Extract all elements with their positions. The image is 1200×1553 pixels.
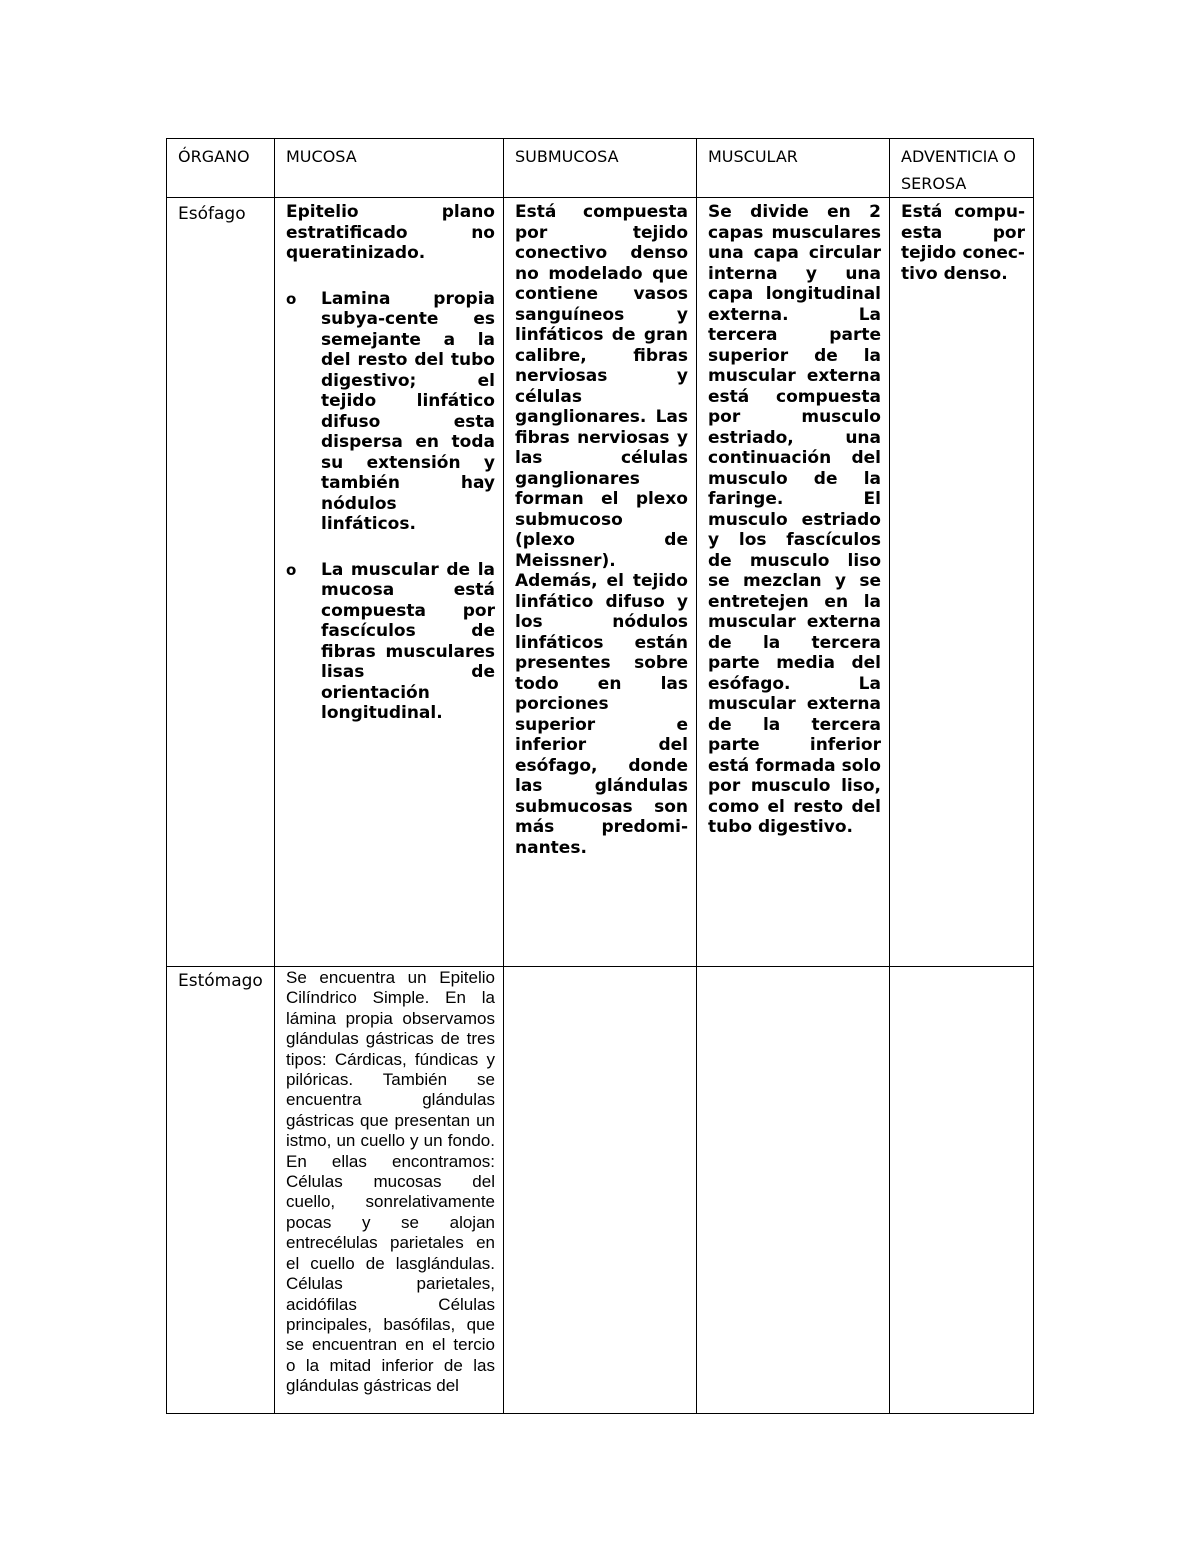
row-esofago: [167, 198, 1034, 967]
mucosa-bullet-list: [286, 289, 495, 724]
muscular-cell: [697, 967, 890, 1414]
header-organo: ÓRGANO: [167, 139, 275, 198]
list-item: o Lamina propia subya-cente es semejante a la del resto del tubo digestivo; el tejido linfático difuso esta dispersa en toda su extensión y también hay nódulos linfáticos.: [286, 288, 495, 534]
header-mucosa: MUCOSA: [275, 139, 504, 198]
bullet-marker: o: [286, 289, 297, 308]
submucosa-cell: [504, 967, 697, 1414]
organ-cell: Estómago: [167, 967, 275, 1414]
row-estomago: [167, 967, 1034, 1414]
submucosa-cell: Está compuesta por tejido conectivo denso no modelado que contiene vasos sanguíneos y linfáticos de gran calibre, fibras nerviosas y células ganglionares. Las fibras nerviosas y las células ganglionares forman el plexo submucoso (plexo de Meissner). Además, el tejido linfático difuso y los nódulos linfáticos están presentes sobre todo en las porciones superior e inferior del esófago, donde las glándulas submucosas son más predomi-nantes.: [504, 198, 697, 967]
mucosa-cell: Se encuentra un Epitelio Cilíndrico Simple. En la lámina propia observamos glándulas gástricas de tres tipos: Cárdicas, fúndicas y pilóricas. También se encuentra glándulas gástricas que presentan un istmo, un cuello y un fondo. En ellas encontramos: Células mucosas del cuello, sonrelativamente pocas y se alojan entrecélulas parietales en el cuello de lasglándulas. Células parietales, acidófilas Células principales, basófilas, que se encuentran en el tercio o la mitad inferior de las glándulas gástricas del: [275, 967, 504, 1414]
histology-table: [166, 138, 1034, 1414]
adventicia-cell: [890, 967, 1034, 1414]
organ-cell: Esófago: [167, 198, 275, 967]
header-row: [167, 139, 1034, 198]
header-submucosa: SUBMUCOSA: [504, 139, 697, 198]
header-muscular: MUSCULAR: [697, 139, 890, 198]
bullet-marker: o: [286, 560, 297, 579]
list-item: o La muscular de la mucosa está compuesta por fascículos de fibras musculares lisas de orientación longitudinal.: [286, 559, 495, 723]
header-adventicia: ADVENTICIA O SEROSA: [890, 139, 1034, 198]
mucosa-cell: [275, 198, 504, 967]
adventicia-cell: Está compu-esta por tejido conec-tivo denso.: [890, 198, 1034, 967]
mucosa-intro: Epitelio plano estratificado no queratinizado.: [286, 202, 495, 263]
muscular-cell: Se divide en 2 capas musculares una capa circular interna y una capa longitudinal externa. La tercera parte superior de la muscular externa está compuesta por musculo estriado, una continuación del musculo de la faringe. El musculo estriado y los fascículos de musculo liso se mezclan y se entretejen en la muscular externa de la tercera parte media del esófago. La muscular externa de la tercera parte inferior está formada solo por musculo liso, como el resto del tubo digestivo.: [697, 198, 890, 967]
